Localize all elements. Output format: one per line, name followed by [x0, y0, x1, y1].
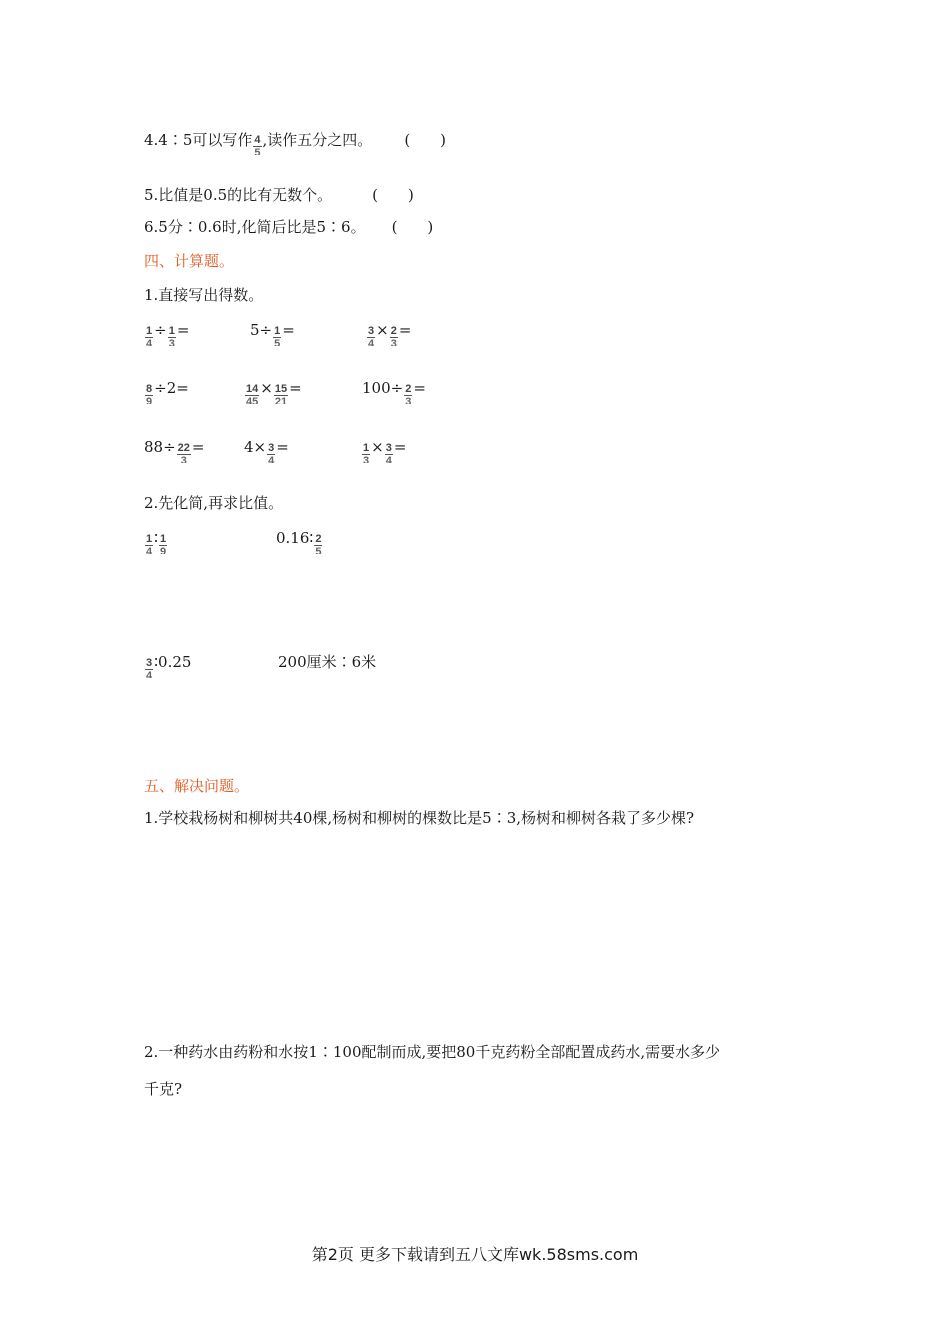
- fraction: [314, 534, 322, 554]
- expression: [144, 378, 189, 404]
- equals-sign: =: [398, 321, 412, 339]
- expression: [144, 437, 204, 463]
- section-5-title: 五、解决问题。: [144, 777, 250, 795]
- denominator: 3: [180, 455, 187, 463]
- expression-text: 200厘米∶6米: [278, 653, 377, 671]
- expression-text: 88÷: [144, 438, 176, 456]
- denominator: 45: [246, 396, 259, 404]
- expression: [278, 652, 376, 672]
- numerator: 3: [368, 325, 375, 337]
- expression-text: 0.16∶: [276, 529, 314, 547]
- expression: [144, 528, 168, 554]
- fraction: [177, 443, 191, 463]
- equals-sign: =: [276, 438, 289, 456]
- denominator: 9: [160, 546, 167, 554]
- problem-2-line-1: 2.一种药水由药粉和水按1∶100配制而成,要把80千克药粉全部配置成药水,需要水多少: [144, 1043, 721, 1061]
- problem-1: 1.学校栽杨树和柳树共40棵,杨树和柳树的棵数比是5∶3,杨树和柳树各栽了多少棵?: [144, 809, 695, 827]
- numerator: 2: [390, 325, 397, 337]
- numerator: 14: [246, 383, 259, 395]
- fraction: [145, 658, 153, 678]
- denominator: 21: [274, 396, 288, 404]
- section-4-q1-title: 1.直接写出得数。: [144, 286, 264, 304]
- equals-sign: =: [413, 379, 426, 397]
- expression-text: 4×: [244, 438, 267, 456]
- answer-blank[interactable]: ( ): [372, 186, 414, 204]
- numerator: 2: [315, 533, 322, 545]
- denominator: 4: [146, 546, 153, 554]
- operator: ×: [260, 379, 273, 397]
- denominator: 3: [168, 338, 175, 346]
- operator: ∶0.25: [154, 653, 192, 671]
- denominator: 5: [315, 546, 322, 554]
- expression: [144, 320, 189, 346]
- fraction: [362, 443, 370, 463]
- question-6: [144, 217, 433, 237]
- denominator: 3: [363, 455, 370, 463]
- denominator: 4: [146, 338, 153, 346]
- denominator: 4: [368, 338, 375, 346]
- operator: ×: [371, 438, 384, 456]
- fraction: [367, 326, 375, 346]
- fraction: [385, 443, 393, 463]
- expression: [250, 320, 295, 346]
- fraction: [404, 384, 412, 404]
- numerator: 1: [168, 325, 175, 337]
- denominator: 4: [146, 670, 153, 678]
- numerator: 3: [385, 442, 392, 454]
- fraction: [267, 443, 275, 463]
- equals-sign: =: [393, 438, 407, 456]
- numerator: 2: [405, 383, 412, 395]
- expression: [361, 437, 406, 463]
- expression: [244, 437, 289, 463]
- question-4-text-b: ,读作五分之四。: [262, 131, 373, 149]
- numerator: 22: [177, 442, 190, 454]
- question-5-text: 5.比值是0.5的比有无数个。: [144, 186, 333, 204]
- page-footer: 第2页 更多下载请到五八文库wk.58sms.com: [311, 1245, 639, 1264]
- answer-blank[interactable]: ( ): [404, 131, 447, 149]
- numerator: 1: [274, 325, 281, 337]
- fraction: [145, 534, 153, 554]
- equals-sign: =: [289, 379, 302, 397]
- denominator: 3: [405, 396, 412, 404]
- numerator: 3: [268, 442, 275, 454]
- expression: [362, 378, 426, 404]
- numerator: 3: [146, 657, 153, 669]
- expression: [366, 320, 411, 346]
- numerator: 1: [160, 533, 167, 545]
- fraction: [159, 534, 167, 554]
- fraction: [145, 326, 153, 346]
- question-6-text: 6.5分∶0.6时,化简后比是5∶6。: [144, 218, 366, 236]
- fraction: [245, 384, 259, 404]
- operator: ∶: [154, 529, 159, 547]
- fraction: [145, 384, 153, 404]
- expression-text: 5÷: [250, 321, 273, 339]
- equals-sign: =: [176, 321, 190, 339]
- expression: [276, 528, 323, 554]
- equals-sign: =: [282, 321, 295, 339]
- denominator: 4: [385, 455, 392, 463]
- equals-sign: =: [191, 438, 205, 456]
- section-4-title: 四、计算题。: [144, 252, 235, 270]
- denominator: 5: [274, 338, 281, 346]
- fraction: [274, 384, 288, 404]
- answer-blank[interactable]: ( ): [391, 218, 434, 236]
- fraction: [390, 326, 398, 346]
- expression: [144, 652, 191, 678]
- numerator: 1: [363, 442, 370, 454]
- fraction: [273, 326, 281, 346]
- problem-2-line-2: 千克?: [144, 1080, 183, 1098]
- denominator: 3: [390, 338, 397, 346]
- numerator: 15: [274, 383, 288, 395]
- denominator: 9: [146, 396, 153, 404]
- fraction: [168, 326, 176, 346]
- operator: ×: [376, 321, 389, 339]
- operator: ÷2=: [154, 379, 189, 397]
- numerator: 1: [146, 325, 153, 337]
- numerator: 1: [146, 533, 153, 545]
- numerator: 8: [146, 383, 153, 395]
- section-4-q2-title: 2.先化简,再求比值。: [144, 494, 284, 512]
- expression-text: 100÷: [362, 379, 404, 397]
- question-5: [144, 185, 414, 205]
- operator: ÷: [154, 321, 167, 339]
- fraction: $\frac{4}{5}$: [254, 134, 261, 155]
- denominator: 4: [268, 455, 275, 463]
- question-4: [144, 127, 446, 155]
- question-4-text-a: 4.4∶5可以写作: [144, 131, 253, 149]
- expression: [244, 378, 302, 404]
